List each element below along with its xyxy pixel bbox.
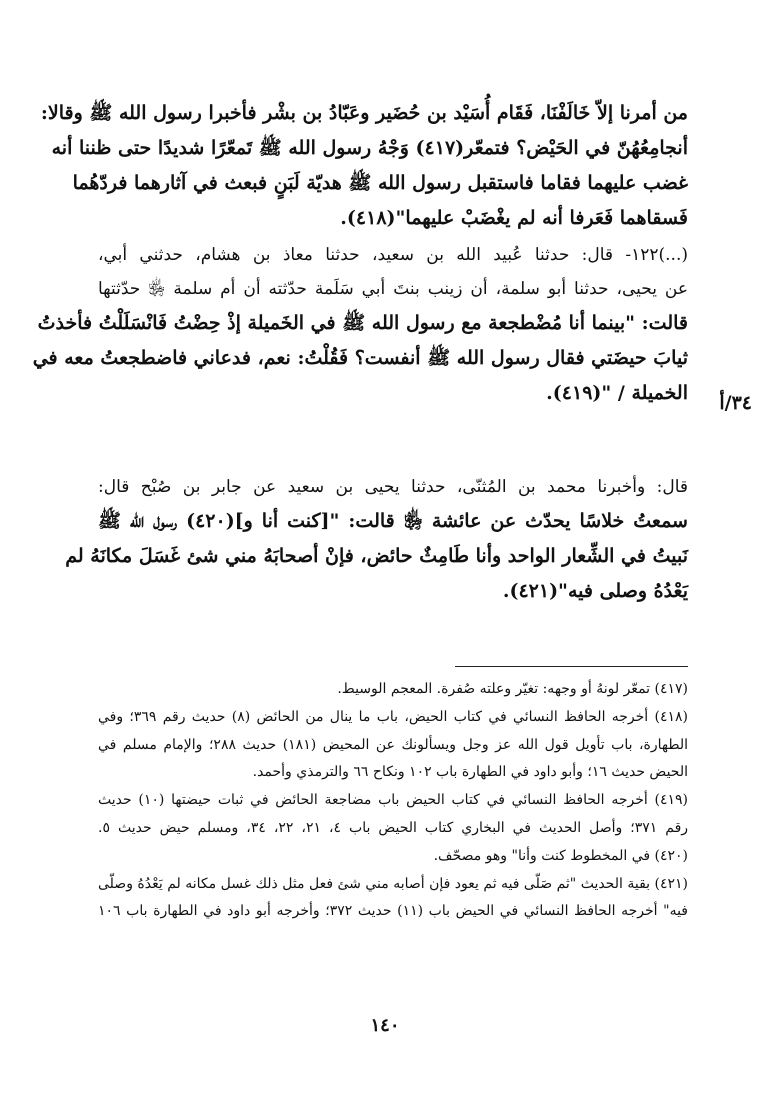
- footnote-line: (٤٢١) بقية الحديث "ثم صَلّى فيه ثم يعود فإن أصابه مني شئ فعل مثل ذلك غسل مكانه لم يَعْدُهُ وصلّى: [98, 875, 688, 892]
- text-line: نَبيتُ في الشِّعار الواحد وأنا طَامِثٌ حائض، فإنْ أصحابَهُ مني شئ غَسَلَ مكانَهُ لم: [65, 545, 688, 567]
- text-line: من أمرنا إلاّ خَالَفْنَا، فَقَام أُسَيْد بن حُضَير وعَبّادُ بن بشْر فأخبرا رسول الله ﷺ وقالا:: [40, 102, 688, 124]
- footnote-separator: [455, 666, 688, 667]
- text-line: قالت: "بينما أنا مُضْطجعة مع رسول الله ﷺ في الخَميلة إذْ حِضْتُ فَانْسَلَلْتُ فأخذتُ: [37, 312, 688, 334]
- footnote-line: (٤٢٠) في المخطوط كنت وأنا" وهو مصحّف.: [433, 847, 688, 864]
- footnote-line: الطهارة، باب تأويل قول الله عز وجل ويسألونك عن المحيض (١٨١) حديث ٢٨٨؛ والإمام مسلم في: [98, 736, 688, 753]
- text-line: عن يحيى، حدثنا أبو سلمة، أن زينب بنتَ أبي سَلَمة حدّثته أن أم سلمة ﵂ حدّثتها: [98, 279, 688, 299]
- text-line: غضب عليهما فقاما فاستقبل رسول الله ﷺ هديّة لَبَنٍ فبعث في آثارهما فردّهُما: [72, 172, 688, 194]
- text-line: أنجامِعُهُنّ في الحَيْض؟ فتمعّر(٤١٧) وَجْهُ رسول الله ﷺ تَمعّرًا شديدًا حتى ظننا أنه: [51, 137, 688, 159]
- paragraph-3: [65, 470, 688, 609]
- footnote-line: الحيض حديث ١٦؛ وأبو داود في الطهارة باب ١٠٢ ونكاح ٦٦ والترمذي وأحمد.: [252, 764, 688, 781]
- footnote-line: (٤١٩) أخرجه الحافظ النسائي في كتاب الحيض باب مضاجعة الحائض في ثبات حيضتها (١٠) حديث: [98, 792, 688, 809]
- footnote-line: رقم ٣٧١؛ وأصل الحديث في البخاري كتاب الحيض باب ٤، ٢١، ٢٢، ٣٤، ومسلم حيض حديث ٥.: [98, 819, 689, 836]
- footnote-line: فيه" أخرجه الحافظ النسائي في الحيض باب (١١) حديث ٣٧٢؛ وأخرجه أبو داود في الطهارة باب ١٠٦: [98, 903, 688, 920]
- text-line: (...)١٢٢- قال: حدثنا عُبيد الله بن سعيد، حدثنا معاذ بن هشام، حدثني أبي،: [98, 245, 688, 265]
- text-line: قال: وأخبرنا محمد بن المُثنّى، حدثنا يحيى بن سعيد عن جابر بن صُبْح قال:: [98, 477, 688, 497]
- paragraph-1: [40, 96, 688, 236]
- footnote-line: (٤١٨) أخرجه الحافظ النسائي في كتاب الحيض، باب ما ينال من الحائض (٨) حديث رقم ٣٦٩؛ وفي: [98, 708, 688, 725]
- text-line: ثيابَ حيضَتي فقال رسول الله ﷺ أنفست؟ فَقُلْتُ: نعم، فدعاني فاضطجعتُ معه في: [32, 347, 688, 369]
- text-line: يَعْدُهُ وصلى فيه"(٤٢١).: [502, 580, 688, 602]
- manuscript-folio-reference: ٣٤/أ: [719, 392, 752, 414]
- paragraph-2: [32, 238, 688, 411]
- footnotes: [98, 676, 688, 926]
- text-line: الخميلة / "(٤١٩).: [546, 382, 688, 404]
- text-line: سمعتُ خلاسًا يحدّث عن عائشة ﵂ قالت: "[كنت أنا و](٤٢٠) رسول الله ﷺ: [98, 510, 688, 532]
- page-number: ١٤٠: [370, 1015, 400, 1036]
- footnote-line: (٤١٧) تمعّر لونهُ أو وجهه: تغيّر وعلته صُفرة. المعجم الوسيط.: [337, 681, 688, 697]
- text-line: فَسقاهما فَعَرفا أنه لم يغْضَبْ عليهما"(٤١٨).: [340, 207, 688, 229]
